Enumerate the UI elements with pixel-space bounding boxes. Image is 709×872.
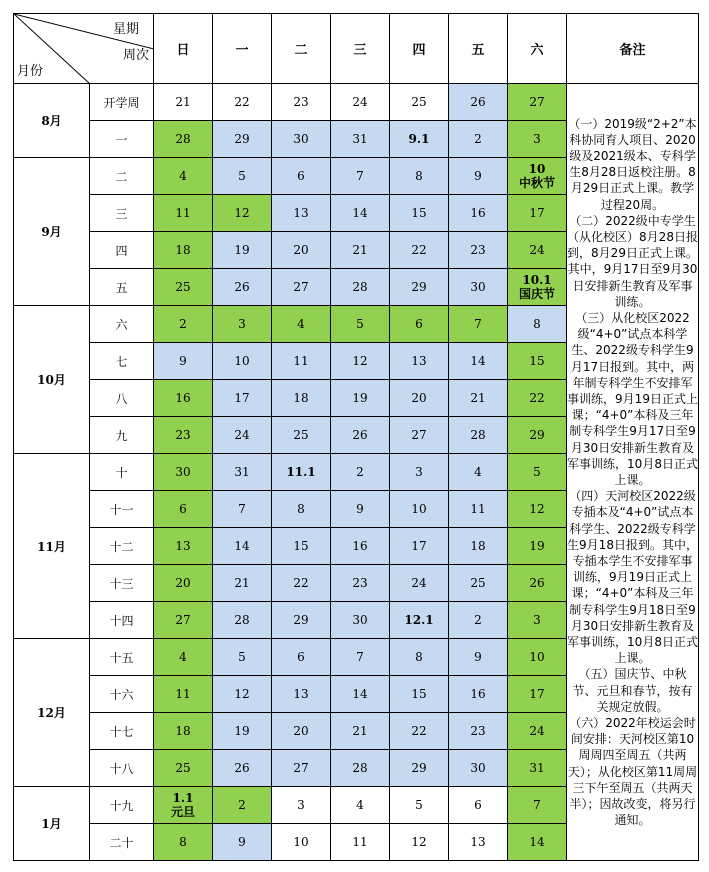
date-cell: 2 bbox=[154, 306, 213, 343]
date-cell: 23 bbox=[154, 417, 213, 454]
date-cell: 27 bbox=[390, 417, 449, 454]
date-cell: 14 bbox=[213, 528, 272, 565]
date-cell: 13 bbox=[272, 195, 331, 232]
date-cell: 18 bbox=[449, 528, 508, 565]
date-cell: 10 bbox=[508, 639, 567, 676]
date-cell: 13 bbox=[272, 676, 331, 713]
date-cell: 28 bbox=[331, 750, 390, 787]
date-cell: 26 bbox=[508, 565, 567, 602]
date-cell: 7 bbox=[331, 639, 390, 676]
date-cell: 19 bbox=[331, 380, 390, 417]
date-cell: 10 bbox=[213, 343, 272, 380]
date-cell bbox=[508, 158, 567, 195]
calendar-wrapper bbox=[13, 13, 699, 861]
date-cell: 30 bbox=[331, 602, 390, 639]
date-cell: 12 bbox=[390, 824, 449, 861]
date-cell: 16 bbox=[449, 676, 508, 713]
date-cell: 30 bbox=[154, 454, 213, 491]
date-cell: 8 bbox=[390, 158, 449, 195]
date-cell: 17 bbox=[508, 195, 567, 232]
date-cell: 28 bbox=[213, 602, 272, 639]
calendar-body bbox=[14, 84, 699, 861]
date-cell: 3 bbox=[213, 306, 272, 343]
date-cell: 21 bbox=[213, 565, 272, 602]
date-cell: 28 bbox=[331, 269, 390, 306]
week-number: 一 bbox=[90, 121, 154, 158]
date-cell: 8 bbox=[508, 306, 567, 343]
note-paragraph: （二）2022级中专学生（从化校区）8月28日报到，8月29日正式上课。其中，9月17日至9月30日安排新生教育及军事训练。 bbox=[567, 213, 698, 309]
date-cell: 30 bbox=[449, 750, 508, 787]
date-cell: 7 bbox=[213, 491, 272, 528]
date-cell: 2 bbox=[449, 602, 508, 639]
date-cell: 22 bbox=[213, 84, 272, 121]
corner-header bbox=[14, 14, 154, 84]
date-cell: 7 bbox=[449, 306, 508, 343]
date-cell: 25 bbox=[390, 84, 449, 121]
month-label: 9月 bbox=[14, 158, 90, 306]
holiday-label: 国庆节 bbox=[518, 287, 555, 301]
date-cell: 5 bbox=[508, 454, 567, 491]
date-cell: 11 bbox=[154, 676, 213, 713]
date-cell: 22 bbox=[390, 713, 449, 750]
date-cell: 16 bbox=[449, 195, 508, 232]
week-number: 六 bbox=[90, 306, 154, 343]
date-cell: 14 bbox=[331, 676, 390, 713]
date-cell: 9 bbox=[213, 824, 272, 861]
date-cell: 31 bbox=[331, 121, 390, 158]
week-number: 十四 bbox=[90, 602, 154, 639]
week-number: 十九 bbox=[90, 787, 154, 824]
date-cell: 2 bbox=[331, 454, 390, 491]
date-cell: 17 bbox=[390, 528, 449, 565]
date-cell: 22 bbox=[272, 565, 331, 602]
date-cell: 12.1 bbox=[390, 602, 449, 639]
day-header-thu: 四 bbox=[390, 14, 449, 84]
month-label: 1月 bbox=[14, 787, 90, 861]
week-number: 十三 bbox=[90, 565, 154, 602]
date-cell: 12 bbox=[213, 195, 272, 232]
date-cell: 25 bbox=[449, 565, 508, 602]
date-cell: 29 bbox=[508, 417, 567, 454]
date-cell: 19 bbox=[213, 713, 272, 750]
notes-cell bbox=[567, 84, 699, 861]
week-number: 十八 bbox=[90, 750, 154, 787]
notes-header: 备注 bbox=[567, 14, 699, 84]
date-cell: 20 bbox=[272, 232, 331, 269]
day-header-tue: 二 bbox=[272, 14, 331, 84]
date-cell: 4 bbox=[154, 158, 213, 195]
date-cell: 27 bbox=[272, 750, 331, 787]
note-paragraph: （四）天河校区2022级专插本及“4+0”试点本科学生、2022级专科学生9月18日报到。其中，专插本学生不安排军事训练，9月19日正式上课；“4+0”本科及三年制专科学生9月18日至9月30日安排新生教育及军事训练，10月8日正式上课。 bbox=[567, 489, 698, 666]
date-cell: 23 bbox=[272, 84, 331, 121]
date-cell: 5 bbox=[331, 306, 390, 343]
date-number: 1.1 bbox=[172, 791, 194, 805]
day-header-fri: 五 bbox=[449, 14, 508, 84]
date-cell: 7 bbox=[508, 787, 567, 824]
date-cell: 24 bbox=[213, 417, 272, 454]
week-number: 二 bbox=[90, 158, 154, 195]
date-cell: 6 bbox=[449, 787, 508, 824]
date-cell: 24 bbox=[508, 232, 567, 269]
date-cell: 30 bbox=[272, 121, 331, 158]
date-cell: 27 bbox=[508, 84, 567, 121]
week-row bbox=[14, 84, 699, 121]
date-cell: 21 bbox=[154, 84, 213, 121]
date-number: 10.1 bbox=[522, 273, 552, 287]
date-cell: 6 bbox=[272, 639, 331, 676]
date-cell: 2 bbox=[213, 787, 272, 824]
date-cell: 31 bbox=[213, 454, 272, 491]
holiday-label: 中秋节 bbox=[518, 176, 555, 190]
week-number: 十五 bbox=[90, 639, 154, 676]
note-paragraph: （五）国庆节、中秋节、元旦和春节，按有关规定放假。 bbox=[572, 667, 693, 714]
date-cell: 3 bbox=[390, 454, 449, 491]
date-cell: 5 bbox=[390, 787, 449, 824]
date-cell: 19 bbox=[213, 232, 272, 269]
week-number: 十七 bbox=[90, 713, 154, 750]
date-cell: 5 bbox=[213, 639, 272, 676]
week-number: 八 bbox=[90, 380, 154, 417]
date-cell: 19 bbox=[508, 528, 567, 565]
week-number: 十六 bbox=[90, 676, 154, 713]
date-cell: 4 bbox=[449, 454, 508, 491]
week-number: 九 bbox=[90, 417, 154, 454]
date-cell: 20 bbox=[272, 713, 331, 750]
week-number: 四 bbox=[90, 232, 154, 269]
week-number: 十 bbox=[90, 454, 154, 491]
header-row bbox=[14, 14, 699, 84]
date-cell: 24 bbox=[508, 713, 567, 750]
date-cell: 18 bbox=[272, 380, 331, 417]
date-cell: 26 bbox=[213, 750, 272, 787]
date-cell: 16 bbox=[331, 528, 390, 565]
date-cell: 13 bbox=[449, 824, 508, 861]
date-cell: 10 bbox=[272, 824, 331, 861]
date-cell: 12 bbox=[508, 491, 567, 528]
date-cell: 3 bbox=[272, 787, 331, 824]
date-cell: 11 bbox=[331, 824, 390, 861]
date-cell: 3 bbox=[508, 602, 567, 639]
date-cell: 29 bbox=[272, 602, 331, 639]
date-cell: 9 bbox=[331, 491, 390, 528]
date-cell bbox=[508, 269, 567, 306]
date-cell: 23 bbox=[449, 713, 508, 750]
date-cell: 27 bbox=[272, 269, 331, 306]
day-header-mon: 一 bbox=[213, 14, 272, 84]
date-cell: 23 bbox=[449, 232, 508, 269]
day-header-sun: 日 bbox=[154, 14, 213, 84]
week-number: 七 bbox=[90, 343, 154, 380]
date-cell: 27 bbox=[154, 602, 213, 639]
date-cell: 9 bbox=[154, 343, 213, 380]
date-cell: 26 bbox=[213, 269, 272, 306]
date-cell: 13 bbox=[390, 343, 449, 380]
note-paragraph: （六）2022年校运会时间安排：天河校区第10周周四至周五（共两天）；从化校区第11周周三下午至周五（共两天半）；因故改变，将另行通知。 bbox=[567, 716, 698, 828]
note-paragraph: （一）2019级“2+2”本科协同育人项目、2020级及2021级本、专科学生8月28日返校注册。8月29日正式上课。教学过程20周。 bbox=[568, 116, 697, 212]
date-cell: 17 bbox=[213, 380, 272, 417]
date-cell: 26 bbox=[449, 84, 508, 121]
date-cell: 22 bbox=[508, 380, 567, 417]
date-cell: 10 bbox=[390, 491, 449, 528]
corner-month-label: 月份 bbox=[17, 64, 44, 79]
date-cell: 12 bbox=[331, 343, 390, 380]
date-cell: 8 bbox=[390, 639, 449, 676]
date-cell: 25 bbox=[154, 269, 213, 306]
date-cell: 24 bbox=[331, 84, 390, 121]
month-label: 10月 bbox=[14, 306, 90, 454]
date-cell: 15 bbox=[390, 195, 449, 232]
date-cell: 21 bbox=[449, 380, 508, 417]
holiday-label: 元旦 bbox=[170, 805, 195, 819]
week-number: 十二 bbox=[90, 528, 154, 565]
date-cell: 8 bbox=[154, 824, 213, 861]
date-cell: 4 bbox=[331, 787, 390, 824]
date-cell: 23 bbox=[331, 565, 390, 602]
date-cell: 8 bbox=[272, 491, 331, 528]
date-cell: 28 bbox=[154, 121, 213, 158]
date-cell: 26 bbox=[331, 417, 390, 454]
corner-week-label: 周次 bbox=[122, 48, 149, 63]
date-cell: 29 bbox=[390, 750, 449, 787]
corner-weekday-label: 星期 bbox=[112, 22, 139, 37]
date-cell: 21 bbox=[331, 232, 390, 269]
date-cell: 13 bbox=[154, 528, 213, 565]
date-cell: 20 bbox=[390, 380, 449, 417]
date-cell: 6 bbox=[154, 491, 213, 528]
date-cell: 15 bbox=[390, 676, 449, 713]
day-header-wed: 三 bbox=[331, 14, 390, 84]
date-cell: 29 bbox=[390, 269, 449, 306]
date-cell: 11 bbox=[449, 491, 508, 528]
week-number: 十一 bbox=[90, 491, 154, 528]
date-cell: 9.1 bbox=[390, 121, 449, 158]
date-cell: 11 bbox=[154, 195, 213, 232]
date-cell: 11 bbox=[272, 343, 331, 380]
date-cell: 22 bbox=[390, 232, 449, 269]
date-cell bbox=[154, 787, 213, 824]
week-number: 三 bbox=[90, 195, 154, 232]
date-cell: 4 bbox=[272, 306, 331, 343]
date-cell: 14 bbox=[449, 343, 508, 380]
week-number: 开学周 bbox=[90, 84, 154, 121]
note-paragraph: （三）从化校区2022级“4+0”试点本科学生、2022级专科学生9月17日报到。其中，两年制专科学生不安排军事训练，9月19日正式上课；“4+0”本科及三年制专科学生9月17日至9月30日安排新生教育及军事训练，10月8日正式上课。 bbox=[567, 310, 698, 487]
date-number: 10 bbox=[528, 162, 546, 176]
date-cell: 6 bbox=[272, 158, 331, 195]
school-calendar-table bbox=[13, 13, 699, 861]
date-cell: 28 bbox=[449, 417, 508, 454]
date-cell: 15 bbox=[508, 343, 567, 380]
date-cell: 29 bbox=[213, 121, 272, 158]
date-cell: 20 bbox=[154, 565, 213, 602]
date-cell: 9 bbox=[449, 158, 508, 195]
date-cell: 25 bbox=[272, 417, 331, 454]
date-cell: 18 bbox=[154, 232, 213, 269]
date-cell: 14 bbox=[508, 824, 567, 861]
date-cell: 18 bbox=[154, 713, 213, 750]
week-number: 五 bbox=[90, 269, 154, 306]
date-cell: 12 bbox=[213, 676, 272, 713]
date-cell: 2 bbox=[449, 121, 508, 158]
week-number: 二十 bbox=[90, 824, 154, 861]
date-cell: 6 bbox=[390, 306, 449, 343]
date-cell: 25 bbox=[154, 750, 213, 787]
date-cell: 21 bbox=[331, 713, 390, 750]
month-label: 8月 bbox=[14, 84, 90, 158]
date-cell: 11.1 bbox=[272, 454, 331, 491]
date-cell: 9 bbox=[449, 639, 508, 676]
date-cell: 24 bbox=[390, 565, 449, 602]
date-cell: 17 bbox=[508, 676, 567, 713]
date-cell: 7 bbox=[331, 158, 390, 195]
day-header-sat: 六 bbox=[508, 14, 567, 84]
date-cell: 30 bbox=[449, 269, 508, 306]
month-label: 11月 bbox=[14, 454, 90, 639]
month-label: 12月 bbox=[14, 639, 90, 787]
date-cell: 5 bbox=[213, 158, 272, 195]
date-cell: 15 bbox=[272, 528, 331, 565]
date-cell: 16 bbox=[154, 380, 213, 417]
date-cell: 4 bbox=[154, 639, 213, 676]
date-cell: 14 bbox=[331, 195, 390, 232]
date-cell: 3 bbox=[508, 121, 567, 158]
date-cell: 31 bbox=[508, 750, 567, 787]
